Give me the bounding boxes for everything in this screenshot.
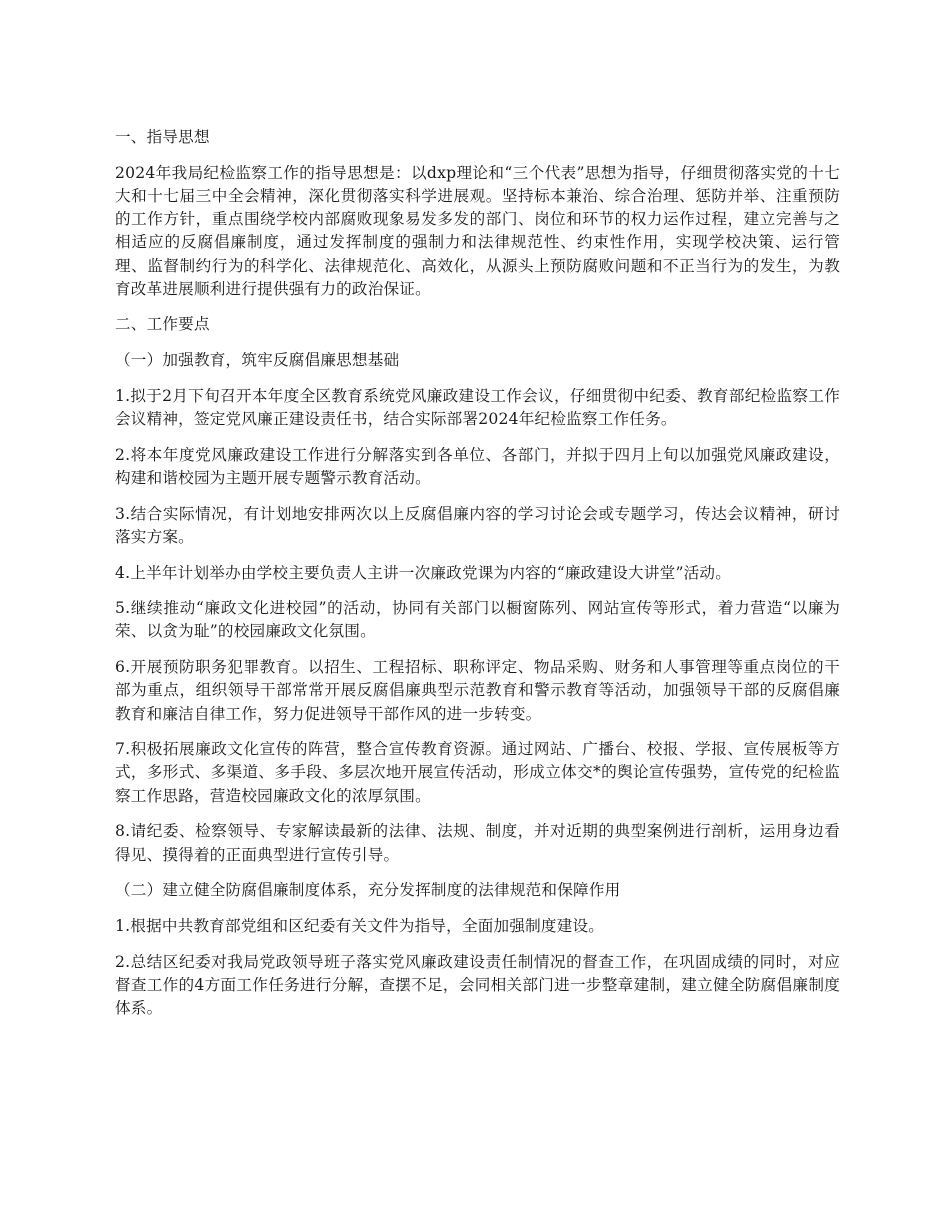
subsection-heading-system: （二）建立健全防腐倡廉制度体系，充分发挥制度的法律规范和保障作用: [115, 881, 621, 900]
list-item-education-3: 3.结合实际情况，有计划地安排两次以上反腐倡廉内容的学习讨论会或专题学习，传达会议精神，研讨落实方案。: [115, 504, 840, 546]
paragraph-guiding-ideology: 2024年我局纪检监察工作的指导思想是：以dxp理论和“三个代表”思想为指导，仔细贯彻落实党的十七大和十七届三中全会精神，深化贯彻落实科学进展观。坚持标本兼治、综合治理、惩防并举、注重预防的工作方针，重点围绕学校内部腐败现象易发多发的部门、岗位和环节的权力运作过程，建立完善与之相适应的反腐倡廉制度，通过发挥制度的强制力和法律规范性、约束性作用，实现学校决策、运行管理、监督制约行为的科学化、法律规范化、高效化，从源头上预防腐败问题和不正当行为的发生，为教育改革进展顺利进行提供强有力的政治保证。: [115, 163, 840, 298]
list-item-education-6: 6.开展预防职务犯罪教育。以招生、工程招标、职称评定、物品采购、财务和人事管理等重点岗位的干部为重点，组织领导干部常常开展反腐倡廉典型示范教育和警示教育等活动，加强领导干部的反腐倡廉教育和廉洁自律工作，努力促进领导干部作风的进一步转变。: [115, 658, 840, 723]
section-heading-work-points: 二、工作要点: [115, 315, 210, 334]
document-body: [115, 126, 840, 1033]
list-item-education-2: 2.将本年度党风廉政建设工作进行分解落实到各单位、各部门，并拟于四月上旬以加强党风廉政建设，构建和谐校园为主题开展专题警示教育活动。: [115, 445, 840, 487]
subsection-heading-education: （一）加强教育，筑牢反腐倡廉思想基础: [115, 351, 400, 370]
list-item-education-8: 8.请纪委、检察领导、专家解读最新的法律、法规、制度，并对近期的典型案例进行剖析，运用身边看得见、摸得着的正面典型进行宣传引导。: [115, 822, 840, 864]
list-item-system-1: 1.根据中共教育部党组和区纪委有关文件为指导，全面加强制度建设。: [115, 916, 605, 935]
list-item-system-2: 2.总结区纪委对我局党政领导班子落实党风廉政建设责任制情况的督查工作，在巩固成绩的同时，对应督查工作的4方面工作任务进行分解，查摆不足，会同相关部门进一步整章建制，建立健全防腐倡廉制度体系。: [115, 952, 840, 1018]
list-item-education-5: 5.继续推动“廉政文化进校园”的活动，协同有关部门以橱窗陈列、网站宣传等形式，着力营造“以廉为荣、以贪为耻”的校园廉政文化氛围。: [115, 599, 840, 641]
section-heading-guiding-ideology: 一、指导思想: [115, 128, 210, 146]
list-item-education-7: 7.积极拓展廉政文化宣传的阵营，整合宣传教育资源。通过网站、广播台、校报、学报、宣传展板等方式，多形式、多渠道、多手段、多层次地开展宣传活动，形成立体交*的舆论宣传强势，宣传党的纪检监察工作思路，营造校园廉政文化的浓厚氛围。: [115, 740, 840, 805]
list-item-education-4: 4.上半年计划举办由学校主要负责人主讲一次廉政党课为内容的“廉政建设大讲堂”活动。: [115, 563, 731, 582]
list-item-education-1: 1.拟于2月下旬召开本年度全区教育系统党风廉政建设工作会议，仔细贯彻中纪委、教育部纪检监察工作会议精神，签定党风廉正建设责任书，结合实际部署2024年纪检监察工作任务。: [115, 386, 840, 429]
